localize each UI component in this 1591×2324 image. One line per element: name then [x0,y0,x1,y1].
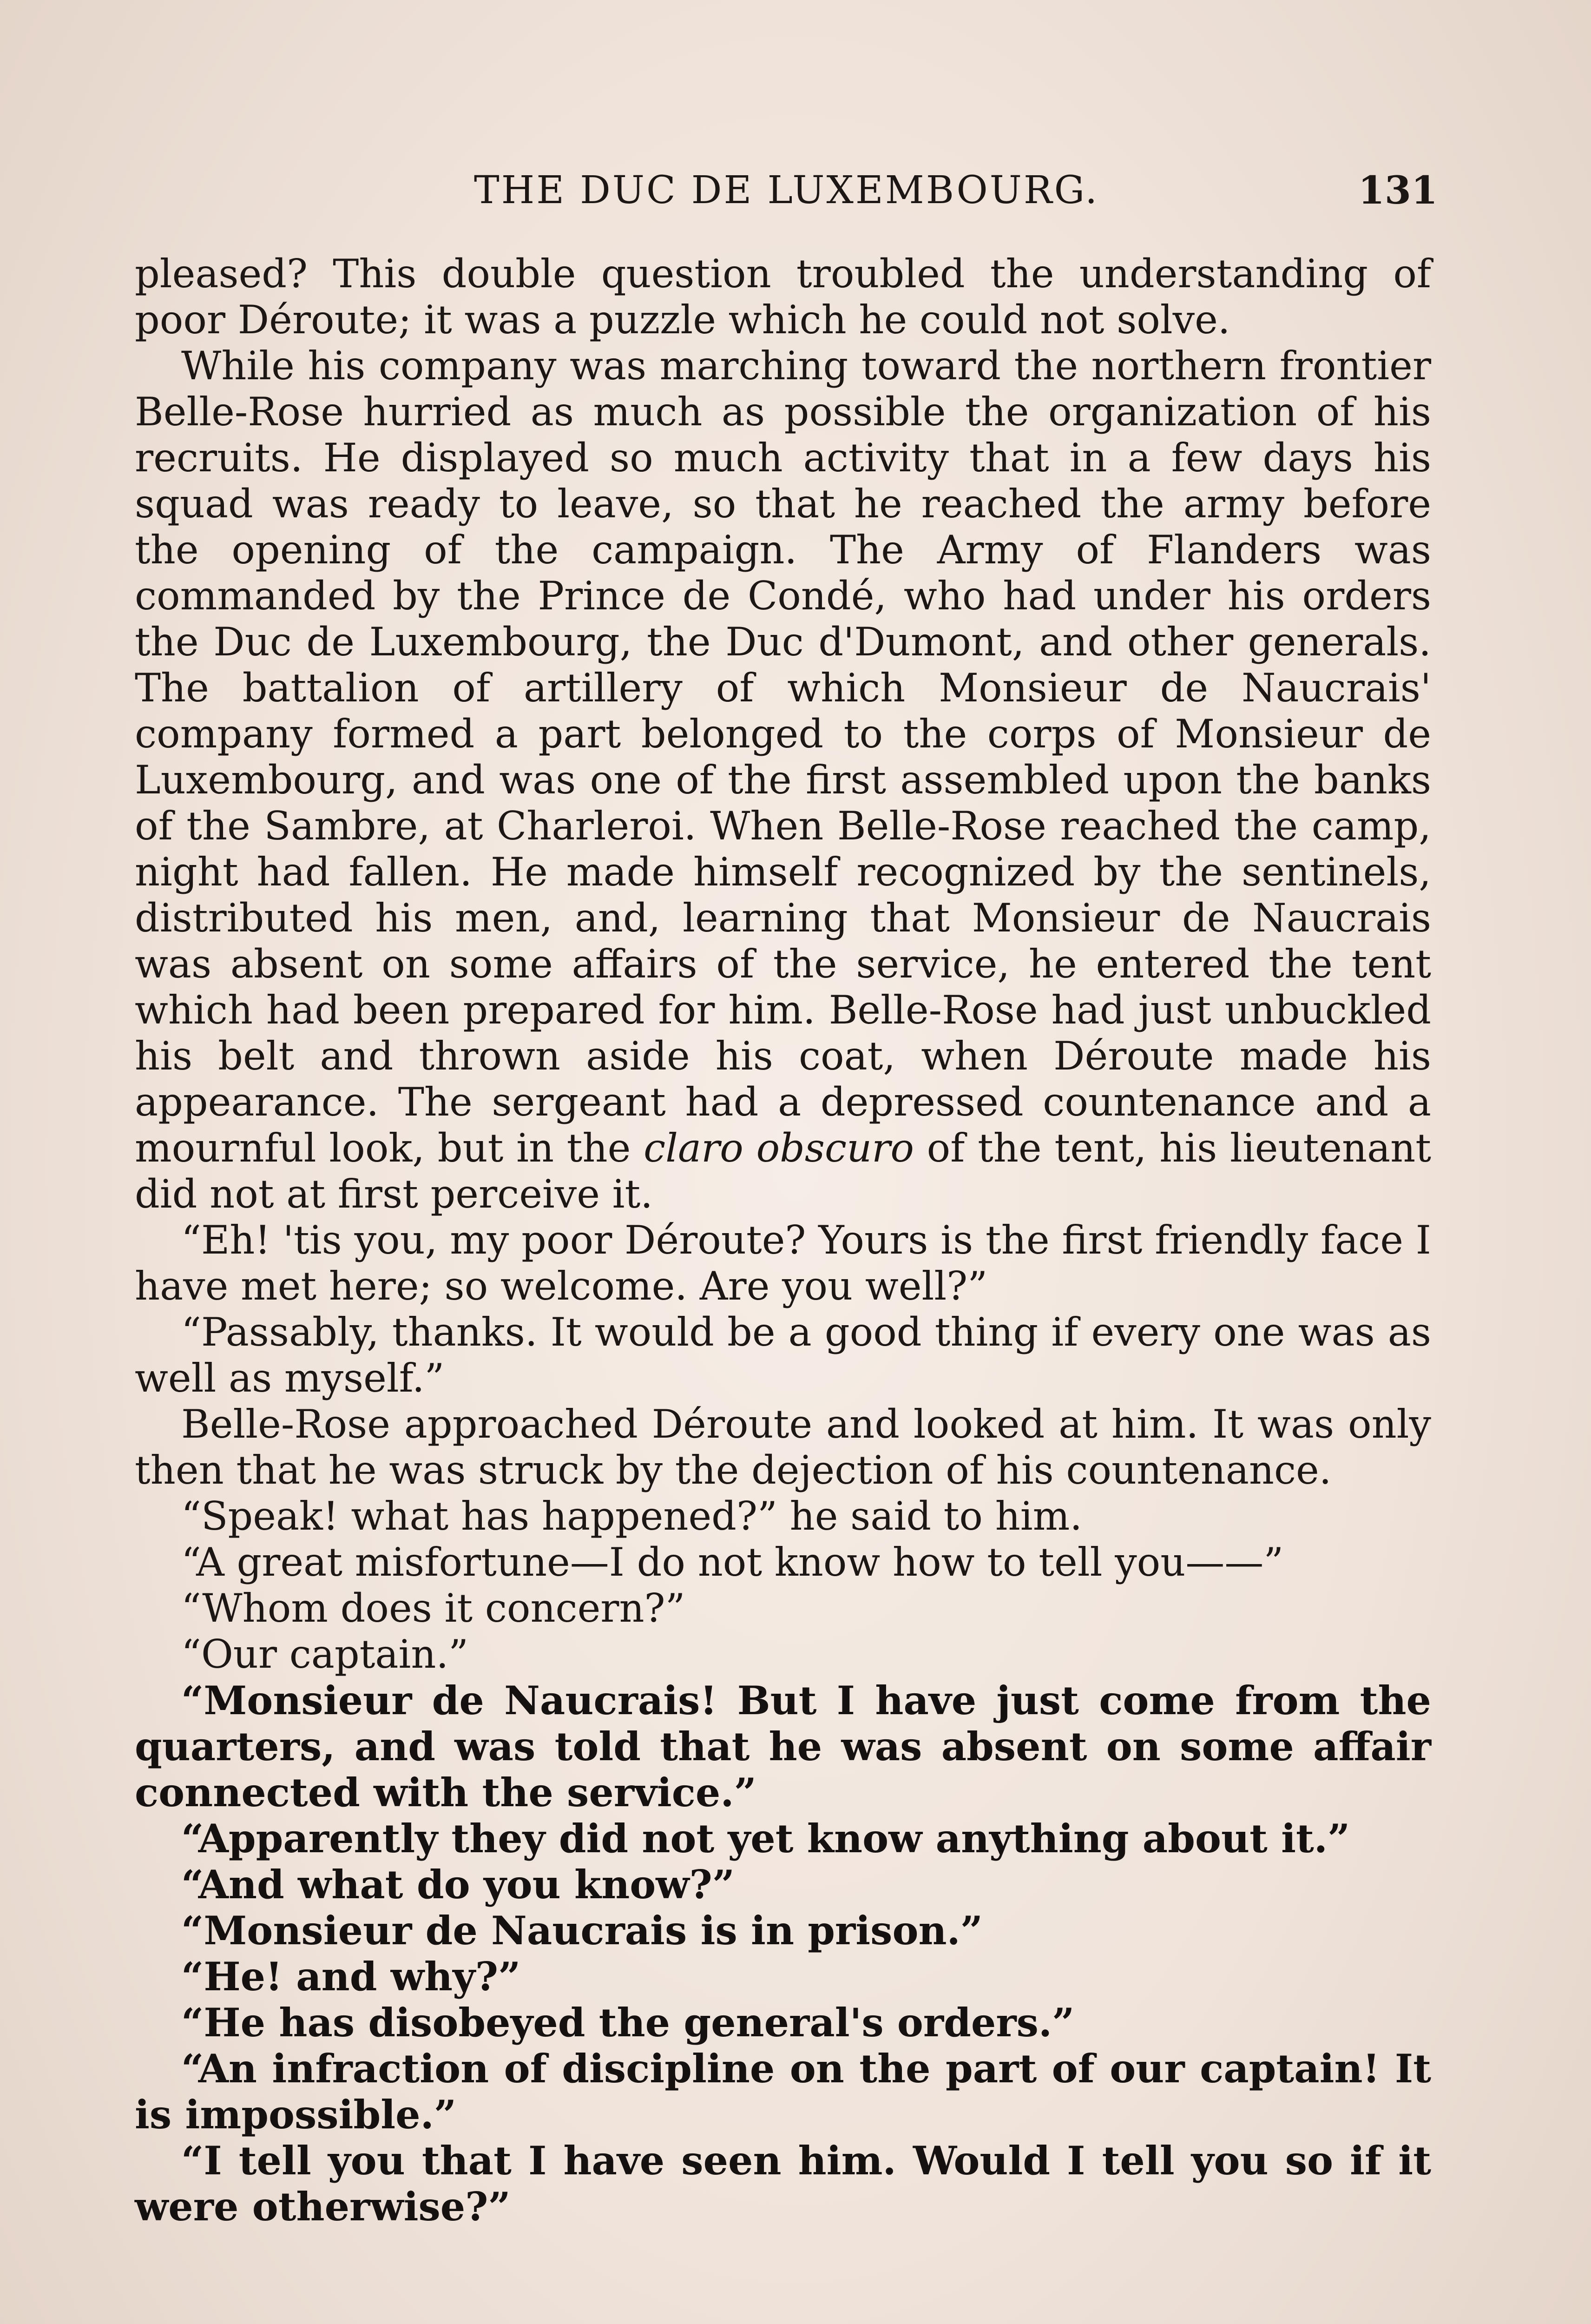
dialogue-line: “Eh! 'tis you, my poor Déroute? Yours is the first friendly face I have met here; so welcome. Are you well?” [135,1217,1431,1309]
dialogue-line: “A great misfortune—I do not know how to tell you——” [181,1539,1284,1585]
dialogue-line: “He! and why?” [181,1954,521,2000]
paragraph-text-end: of the tent, his lieutenant did not at first perceive it. [135,1125,1432,1217]
paragraph [135,343,1431,1217]
paragraph: Belle-Rose approached Déroute and looked at him. It was only then that he was struck by the dejection of his countenance. [135,1401,1431,1493]
page-number: 131 [1358,168,1438,213]
running-title: THE DUC DE LUXEMBOURG. [474,168,1099,212]
dialogue-line: “I tell you that I have seen him. Would I tell you so if it were otherwise?” [135,2138,1431,2230]
italic-phrase: claro obscuro [644,1125,914,1171]
dialogue-line: “Apparently they did not yet know anything about it.” [181,1816,1350,1862]
dialogue-line: “An infraction of discipline on the part of our captain! It is impossible.” [135,2046,1431,2138]
dialogue-line: “Monsieur de Naucrais! But I have just come from the quarters, and was told that he was absent on some affair connected with the service.” [135,1677,1431,1816]
body-text [135,251,1431,2230]
dialogue-line: “Monsieur de Naucrais is in prison.” [181,1908,983,1954]
dialogue-line: “He has disobeyed the general's orders.” [181,2000,1075,2046]
dialogue-line: “Speak! what has happened?” he said to him. [181,1493,1083,1539]
paragraph: pleased? This double question troubled the understanding of poor Déroute; it was a puzzle which he could not solve. [135,251,1431,343]
dialogue-line: “Our captain.” [181,1631,469,1677]
running-head [135,163,1438,218]
paragraph-text: While his company was marching toward the northern frontier Belle-Rose hurried as much as possible the organization of his recruits. He displayed so much activity that in a few days his squad was ready to leave, so that he reached the army before the opening of the campaign. The Army of Flanders was commanded by the Prince de Condé, who had under his orders the Duc de Luxembourg, the Duc d'Dumont, and other generals. The battalion of artillery of which Monsieur de Naucrais' company formed a part belonged to the corps of Monsieur de Luxembourg, and was one of the first assembled upon the banks of the Sambre, at Charleroi. When Belle-Rose reached the camp, night had fallen. He made himself recognized by the sentinels, distributed his men, and, learning that Monsieur de Naucrais was absent on some affairs of the service, he entered the tent which had been prepared for him. Belle-Rose had just unbuckled his belt and thrown aside his coat, when Déroute made his appearance. The sergeant had a depressed countenance and a mournful look, but in the [135,343,1431,1171]
dialogue-line: “Passably, thanks. It would be a good thing if every one was as well as myself.” [135,1309,1431,1401]
dialogue-line: “And what do you know?” [181,1862,735,1908]
dialogue-line: “Whom does it concern?” [181,1585,685,1631]
